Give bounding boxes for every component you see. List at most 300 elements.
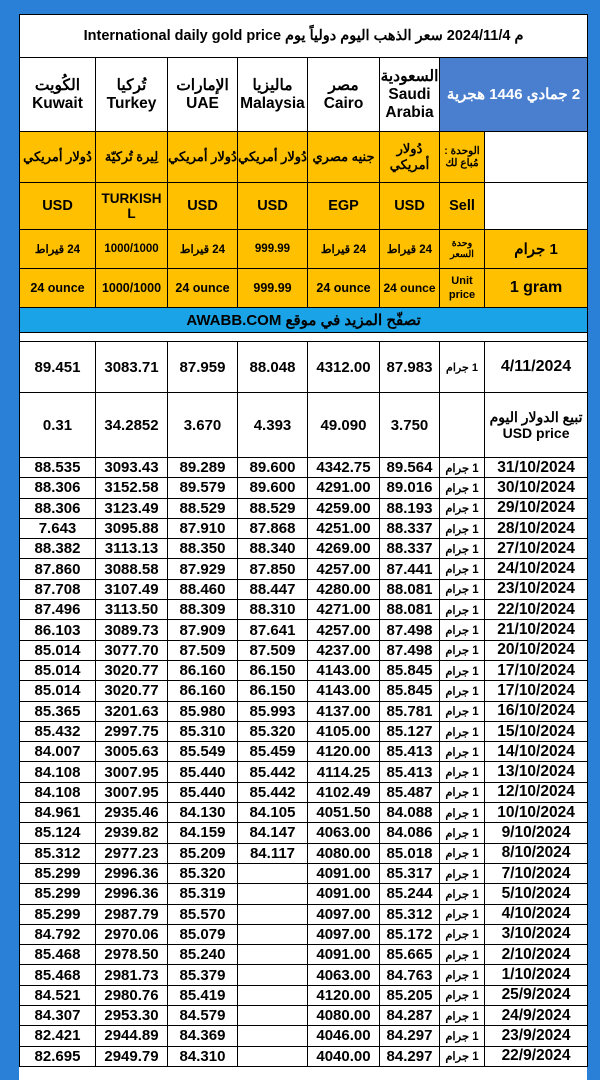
cell-kuwait: 82.421 [20, 1026, 96, 1046]
cell-unit: 1 جرام [440, 458, 485, 478]
sell-label: Sell [440, 183, 485, 230]
today-uae: 87.959 [168, 342, 238, 393]
cell-saudi: 84.297 [380, 1026, 440, 1046]
currency-uae: دُولار أمريكي [168, 132, 238, 183]
table-row [20, 458, 588, 478]
cell-turkey: 2939.82 [96, 823, 168, 843]
cell-date: 28/10/2024 [485, 518, 588, 538]
cell-saudi: 85.413 [380, 762, 440, 782]
cell-date: 16/10/2024 [485, 701, 588, 721]
cell-uae: 84.369 [168, 1026, 238, 1046]
cell-kuwait: 85.365 [20, 701, 96, 721]
usd-rate-row [20, 393, 588, 458]
cell-uae: 84.130 [168, 803, 238, 823]
cell-unit: 1 جرام [440, 539, 485, 559]
cell-uae: 85.310 [168, 721, 238, 741]
cell-uae: 88.460 [168, 579, 238, 599]
cell-unit: 1 جرام [440, 1046, 485, 1066]
cell-saudi: 88.337 [380, 518, 440, 538]
cell-uae: 85.980 [168, 701, 238, 721]
cell-kuwait: 87.496 [20, 600, 96, 620]
cell-kuwait: 85.124 [20, 823, 96, 843]
cell-unit: 1 جرام [440, 823, 485, 843]
cell-uae: 85.440 [168, 762, 238, 782]
cell-kuwait: 84.108 [20, 782, 96, 802]
ounce-malaysia: 999.99 [238, 269, 308, 308]
cell-malaysia: 87.641 [238, 620, 308, 640]
cell-turkey: 2978.50 [96, 945, 168, 965]
cell-saudi: 87.498 [380, 640, 440, 660]
table-row [20, 965, 588, 985]
cell-turkey: 3093.43 [96, 458, 168, 478]
currency-saudi: دُولار أمريكي [380, 132, 440, 183]
cell-date: 30/10/2024 [485, 478, 588, 498]
table-row [20, 478, 588, 498]
cell-unit: 1 جرام [440, 945, 485, 965]
cell-kuwait: 85.468 [20, 965, 96, 985]
cell-cairo: 4046.00 [308, 1026, 380, 1046]
cell-uae: 88.309 [168, 600, 238, 620]
cell-saudi: 85.172 [380, 924, 440, 944]
cell-date: 8/10/2024 [485, 843, 588, 863]
cell-cairo: 4237.00 [308, 640, 380, 660]
cell-cairo: 4120.00 [308, 985, 380, 1005]
cell-turkey: 3201.63 [96, 701, 168, 721]
cell-cairo: 4091.00 [308, 884, 380, 904]
header-cairo: مصر Cairo [308, 58, 380, 132]
cell-uae: 87.509 [168, 640, 238, 660]
cell-uae: 85.320 [168, 863, 238, 883]
table-row [20, 579, 588, 599]
cell-malaysia: 89.600 [238, 478, 308, 498]
usd-cairo: 49.090 [308, 393, 380, 458]
cell-malaysia: 87.850 [238, 559, 308, 579]
cell-turkey: 3007.95 [96, 782, 168, 802]
cell-uae: 85.209 [168, 843, 238, 863]
unit-label-ar: الوحدة : مُباع لك [440, 132, 485, 183]
cell-saudi: 88.193 [380, 498, 440, 518]
table-row [20, 945, 588, 965]
cell-turkey: 3107.49 [96, 579, 168, 599]
cell-malaysia: 88.310 [238, 600, 308, 620]
table-row [20, 823, 588, 843]
cell-kuwait: 85.299 [20, 863, 96, 883]
cell-date: 13/10/2024 [485, 762, 588, 782]
cell-malaysia: 84.147 [238, 823, 308, 843]
header-malaysia: ماليزيا Malaysia [238, 58, 308, 132]
karat-malaysia: 999.99 [238, 230, 308, 269]
cell-date: 22/10/2024 [485, 600, 588, 620]
cell-date: 9/10/2024 [485, 823, 588, 843]
cell-cairo: 4257.00 [308, 620, 380, 640]
cell-saudi: 88.337 [380, 539, 440, 559]
cell-cairo: 4120.00 [308, 742, 380, 762]
cell-kuwait: 84.108 [20, 762, 96, 782]
cell-kuwait: 85.299 [20, 904, 96, 924]
cell-turkey: 2981.73 [96, 965, 168, 985]
cell-turkey: 2977.23 [96, 843, 168, 863]
table-row [20, 701, 588, 721]
cell-uae: 88.529 [168, 498, 238, 518]
cell-turkey: 2987.79 [96, 904, 168, 924]
cell-malaysia: 87.868 [238, 518, 308, 538]
cell-date: 12/10/2024 [485, 782, 588, 802]
cell-uae: 85.419 [168, 985, 238, 1005]
cell-uae: 85.379 [168, 965, 238, 985]
usd-saudi: 3.750 [380, 393, 440, 458]
table-row [20, 1046, 588, 1066]
cell-turkey: 2997.75 [96, 721, 168, 741]
cell-cairo: 4080.00 [308, 1006, 380, 1026]
cell-unit: 1 جرام [440, 579, 485, 599]
cell-uae: 85.240 [168, 945, 238, 965]
cell-turkey: 2949.79 [96, 1046, 168, 1066]
cell-unit: 1 جرام [440, 1006, 485, 1026]
cell-date: 24/10/2024 [485, 559, 588, 579]
cell-date: 17/10/2024 [485, 681, 588, 701]
cell-malaysia: 85.320 [238, 721, 308, 741]
currency-row [20, 132, 588, 183]
header-saudi: السعودية Saudi Arabia [380, 58, 440, 132]
currency-cairo: جنيه مصري [308, 132, 380, 183]
cell-malaysia [238, 863, 308, 883]
today-saudi: 87.983 [380, 342, 440, 393]
cell-turkey: 2970.06 [96, 924, 168, 944]
cell-date: 25/9/2024 [485, 985, 588, 1005]
cell-saudi: 87.498 [380, 620, 440, 640]
cell-date: 21/10/2024 [485, 620, 588, 640]
cell-saudi: 85.205 [380, 985, 440, 1005]
table-row [20, 721, 588, 741]
cell-unit: 1 جرام [440, 498, 485, 518]
cell-saudi: 89.564 [380, 458, 440, 478]
cell-malaysia: 85.442 [238, 762, 308, 782]
cell-uae: 89.579 [168, 478, 238, 498]
cell-date: 2/10/2024 [485, 945, 588, 965]
cell-uae: 87.910 [168, 518, 238, 538]
table-row [20, 600, 588, 620]
today-cairo: 4312.00 [308, 342, 380, 393]
today-turkey: 3083.71 [96, 342, 168, 393]
cell-unit: 1 جرام [440, 985, 485, 1005]
cell-malaysia: 87.509 [238, 640, 308, 660]
table-row [20, 620, 588, 640]
cell-malaysia: 86.150 [238, 681, 308, 701]
hijri-date: 2 جمادي 1446 هجرية [440, 58, 588, 132]
table-row [20, 904, 588, 924]
cell-unit: 1 جرام [440, 863, 485, 883]
gold-price-table [19, 14, 588, 1067]
table-row [20, 863, 588, 883]
cell-cairo: 4143.00 [308, 660, 380, 680]
cell-malaysia [238, 1026, 308, 1046]
usd-malaysia: 4.393 [238, 393, 308, 458]
cell-kuwait: 82.695 [20, 1046, 96, 1066]
country-header-row [20, 58, 588, 132]
cell-date: 4/10/2024 [485, 904, 588, 924]
header-kuwait: الكُويت Kuwait [20, 58, 96, 132]
cell-date: 24/9/2024 [485, 1006, 588, 1026]
usd-kuwait: 0.31 [20, 393, 96, 458]
cell-malaysia [238, 965, 308, 985]
cell-unit: 1 جرام [440, 721, 485, 741]
cell-date: 22/9/2024 [485, 1046, 588, 1066]
karat-row [20, 230, 588, 269]
today-kuwait: 89.451 [20, 342, 96, 393]
cell-saudi: 85.845 [380, 681, 440, 701]
cell-malaysia [238, 884, 308, 904]
cell-uae: 84.310 [168, 1046, 238, 1066]
header-turkey: تُركيا Turkey [96, 58, 168, 132]
code-cairo: EGP [308, 183, 380, 230]
cell-unit: 1 جرام [440, 640, 485, 660]
table-row [20, 782, 588, 802]
cell-unit: 1 جرام [440, 478, 485, 498]
cell-malaysia: 88.340 [238, 539, 308, 559]
cell-malaysia [238, 904, 308, 924]
cell-malaysia: 85.442 [238, 782, 308, 802]
cell-kuwait: 87.708 [20, 579, 96, 599]
cell-unit: 1 جرام [440, 843, 485, 863]
cell-turkey: 2944.89 [96, 1026, 168, 1046]
cell-saudi: 85.317 [380, 863, 440, 883]
cell-malaysia [238, 924, 308, 944]
table-row [20, 539, 588, 559]
cell-turkey: 2953.30 [96, 1006, 168, 1026]
ounce-saudi: 24 ounce [380, 269, 440, 308]
cell-turkey: 3089.73 [96, 620, 168, 640]
cell-kuwait: 84.007 [20, 742, 96, 762]
cell-malaysia [238, 945, 308, 965]
cell-uae: 85.549 [168, 742, 238, 762]
cell-malaysia: 84.105 [238, 803, 308, 823]
unit-price-en: Unit price [440, 269, 485, 308]
cell-saudi: 85.413 [380, 742, 440, 762]
cell-cairo: 4097.00 [308, 924, 380, 944]
cell-turkey: 2935.46 [96, 803, 168, 823]
cell-unit: 1 جرام [440, 1026, 485, 1046]
cell-uae: 88.350 [168, 539, 238, 559]
cell-uae: 87.929 [168, 559, 238, 579]
cell-kuwait: 88.306 [20, 478, 96, 498]
table-row [20, 681, 588, 701]
cell-unit: 1 جرام [440, 762, 485, 782]
cell-kuwait: 85.014 [20, 640, 96, 660]
cell-malaysia: 85.993 [238, 701, 308, 721]
cell-unit: 1 جرام [440, 884, 485, 904]
cell-cairo: 4137.00 [308, 701, 380, 721]
usd-turkey: 34.2852 [96, 393, 168, 458]
cell-malaysia: 84.117 [238, 843, 308, 863]
code-malaysia: USD [238, 183, 308, 230]
cell-kuwait: 85.468 [20, 945, 96, 965]
cell-unit: 1 جرام [440, 924, 485, 944]
cell-cairo: 4097.00 [308, 904, 380, 924]
cell-kuwait: 84.961 [20, 803, 96, 823]
cell-saudi: 85.244 [380, 884, 440, 904]
cell-malaysia [238, 1006, 308, 1026]
cell-turkey: 3152.58 [96, 478, 168, 498]
cell-turkey: 3020.77 [96, 660, 168, 680]
table-row [20, 498, 588, 518]
unit-price-ar: وحدة السعر [440, 230, 485, 269]
ounce-kuwait: 24 ounce [20, 269, 96, 308]
empty-cell [485, 132, 588, 183]
cell-unit: 1 جرام [440, 803, 485, 823]
karat-saudi: 24 قيراط [380, 230, 440, 269]
cell-date: 20/10/2024 [485, 640, 588, 660]
cell-date: 23/10/2024 [485, 579, 588, 599]
code-turkey: TURKISH L [96, 183, 168, 230]
ounce-uae: 24 ounce [168, 269, 238, 308]
ounce-cairo: 24 ounce [308, 269, 380, 308]
cell-saudi: 88.081 [380, 600, 440, 620]
gold-price-sheet [19, 14, 587, 1080]
cell-turkey: 3123.49 [96, 498, 168, 518]
cell-uae: 89.289 [168, 458, 238, 478]
karat-turkey: 1000/1000 [96, 230, 168, 269]
today-price-row [20, 342, 588, 393]
cell-kuwait: 88.306 [20, 498, 96, 518]
cell-saudi: 88.081 [380, 579, 440, 599]
cell-date: 3/10/2024 [485, 924, 588, 944]
cell-unit: 1 جرام [440, 701, 485, 721]
cell-kuwait: 87.860 [20, 559, 96, 579]
karat-kuwait: 24 قيراط [20, 230, 96, 269]
cell-saudi: 89.016 [380, 478, 440, 498]
cell-cairo: 4143.00 [308, 681, 380, 701]
cell-kuwait: 86.103 [20, 620, 96, 640]
cell-date: 1/10/2024 [485, 965, 588, 985]
cell-unit: 1 جرام [440, 518, 485, 538]
cell-cairo: 4251.00 [308, 518, 380, 538]
cell-saudi: 84.086 [380, 823, 440, 843]
table-row [20, 884, 588, 904]
usd-uae: 3.670 [168, 393, 238, 458]
cell-cairo: 4280.00 [308, 579, 380, 599]
cell-turkey: 3113.13 [96, 539, 168, 559]
cell-cairo: 4342.75 [308, 458, 380, 478]
cell-kuwait: 7.643 [20, 518, 96, 538]
cell-turkey: 2996.36 [96, 863, 168, 883]
usd-price-label: تبيع الدولار اليوم USD price [485, 393, 588, 458]
code-saudi: USD [380, 183, 440, 230]
cell-saudi: 85.018 [380, 843, 440, 863]
cell-date: 27/10/2024 [485, 539, 588, 559]
cell-cairo: 4091.00 [308, 945, 380, 965]
cell-uae: 87.909 [168, 620, 238, 640]
cell-saudi: 85.845 [380, 660, 440, 680]
cell-cairo: 4063.00 [308, 965, 380, 985]
cell-saudi: 84.297 [380, 1046, 440, 1066]
ounce-turkey: 1000/1000 [96, 269, 168, 308]
cell-uae: 84.159 [168, 823, 238, 843]
cell-turkey: 3113.50 [96, 600, 168, 620]
table-row [20, 924, 588, 944]
cell-date: 10/10/2024 [485, 803, 588, 823]
cell-unit: 1 جرام [440, 965, 485, 985]
table-row [20, 762, 588, 782]
cell-kuwait: 88.535 [20, 458, 96, 478]
cell-uae: 85.440 [168, 782, 238, 802]
cell-cairo: 4257.00 [308, 559, 380, 579]
code-uae: USD [168, 183, 238, 230]
cell-turkey: 3088.58 [96, 559, 168, 579]
cell-turkey: 3007.95 [96, 762, 168, 782]
cell-unit: 1 جرام [440, 681, 485, 701]
cell-kuwait: 85.014 [20, 660, 96, 680]
cell-saudi: 84.763 [380, 965, 440, 985]
cell-kuwait: 85.432 [20, 721, 96, 741]
cell-malaysia: 89.600 [238, 458, 308, 478]
cell-cairo: 4259.00 [308, 498, 380, 518]
cell-kuwait: 84.521 [20, 985, 96, 1005]
currency-turkey: لِيرة تُركيّة [96, 132, 168, 183]
today-date: 4/11/2024 [485, 342, 588, 393]
cell-malaysia [238, 1046, 308, 1066]
cell-date: 29/10/2024 [485, 498, 588, 518]
cell-unit: 1 جرام [440, 660, 485, 680]
cell-unit: 1 جرام [440, 620, 485, 640]
cell-saudi: 85.781 [380, 701, 440, 721]
cell-saudi: 87.441 [380, 559, 440, 579]
table-row [20, 640, 588, 660]
cell-date: 7/10/2024 [485, 863, 588, 883]
header-uae: الإمارات UAE [168, 58, 238, 132]
cell-saudi: 85.312 [380, 904, 440, 924]
spacer [20, 333, 588, 342]
cell-cairo: 4051.50 [308, 803, 380, 823]
cell-unit: 1 جرام [440, 782, 485, 802]
cell-saudi: 85.127 [380, 721, 440, 741]
cell-kuwait: 88.382 [20, 539, 96, 559]
table-row [20, 559, 588, 579]
usd-unit [440, 393, 485, 458]
cell-cairo: 4091.00 [308, 863, 380, 883]
ounce-row [20, 269, 588, 308]
today-unit: 1 جرام [440, 342, 485, 393]
today-malaysia: 88.048 [238, 342, 308, 393]
table-row [20, 742, 588, 762]
cell-uae: 86.160 [168, 681, 238, 701]
cell-uae: 84.579 [168, 1006, 238, 1026]
code-kuwait: USD [20, 183, 96, 230]
cell-kuwait: 84.307 [20, 1006, 96, 1026]
table-row [20, 1006, 588, 1026]
gram-label-en: 1 gram [485, 269, 588, 308]
cell-malaysia [238, 985, 308, 1005]
page-title: International daily gold price م 2024/11/4 سعر الذهب اليوم دولياً يوم [20, 15, 588, 58]
table-row [20, 843, 588, 863]
table-row [20, 985, 588, 1005]
cell-cairo: 4063.00 [308, 823, 380, 843]
cell-turkey: 3095.88 [96, 518, 168, 538]
table-row [20, 660, 588, 680]
table-row [20, 1026, 588, 1046]
cell-unit: 1 جرام [440, 559, 485, 579]
cell-cairo: 4271.00 [308, 600, 380, 620]
cell-uae: 85.079 [168, 924, 238, 944]
cell-unit: 1 جرام [440, 742, 485, 762]
cell-saudi: 84.088 [380, 803, 440, 823]
cell-turkey: 3005.63 [96, 742, 168, 762]
cell-date: 15/10/2024 [485, 721, 588, 741]
currency-code-row [20, 183, 588, 230]
cell-cairo: 4040.00 [308, 1046, 380, 1066]
cell-uae: 86.160 [168, 660, 238, 680]
cell-saudi: 84.287 [380, 1006, 440, 1026]
website-banner[interactable]: تصفّح المزيد في موقع AWABB.COM [20, 308, 588, 333]
